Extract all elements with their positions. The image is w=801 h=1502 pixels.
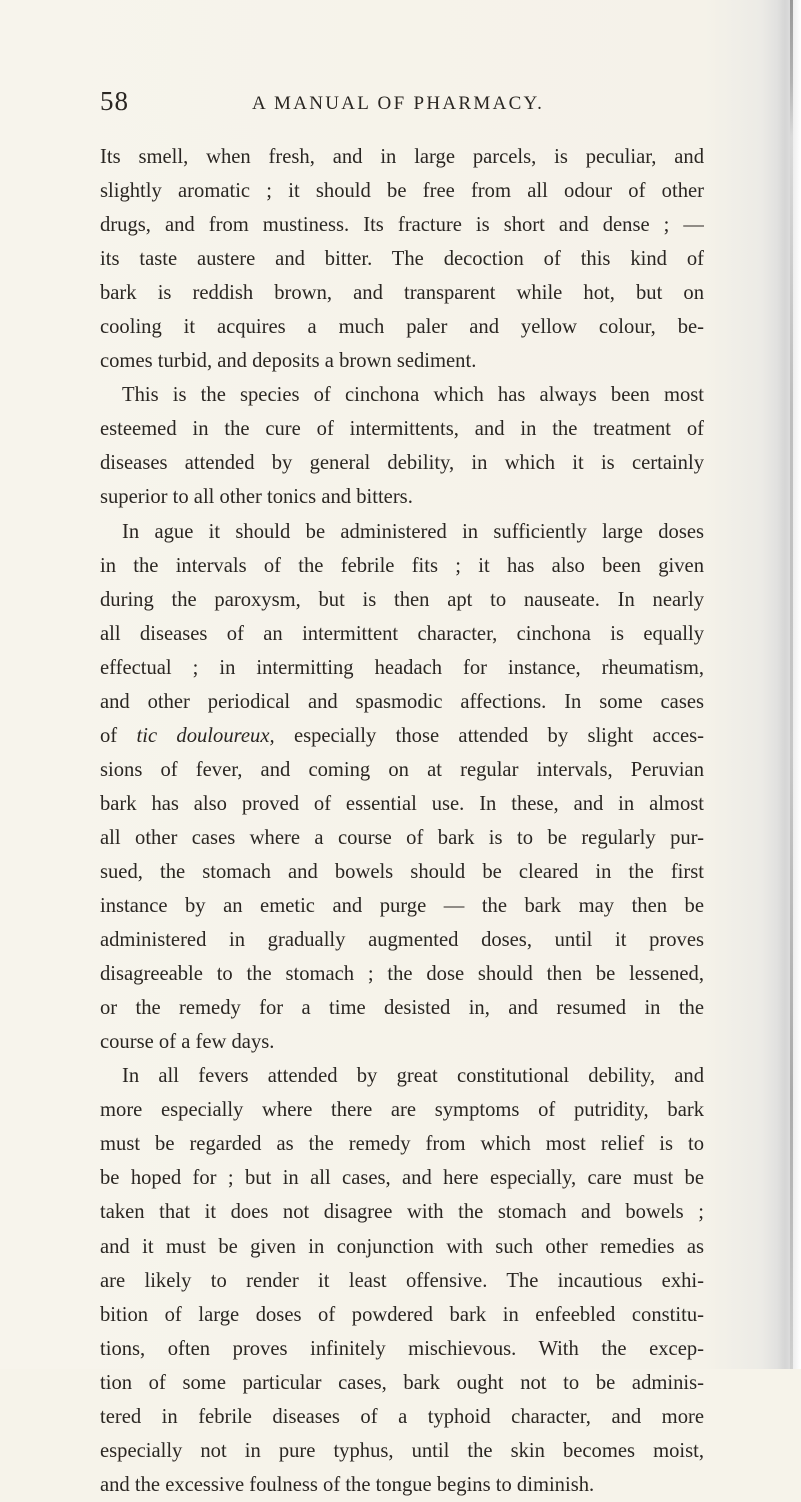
running-header — [100, 86, 700, 116]
page-edge-shadow — [777, 0, 790, 1369]
text-line: during the paroxysm, but is then apt to nauseate. In nearly — [100, 588, 704, 611]
text-line: and it must be given in conjunction with such other remedies as — [100, 1235, 704, 1258]
body-text — [100, 140, 704, 1502]
text-line: disagreeable to the stomach ; the dose should then be lessened, — [100, 963, 704, 986]
text-line: diseases attended by general debility, in which it is certainly — [100, 452, 704, 475]
text-line: administered in gradually augmented doses, until it proves — [100, 929, 704, 952]
text-line: or the remedy for a time desisted in, and resumed in the — [100, 997, 704, 1020]
page-number: 58 — [100, 86, 129, 116]
text-line: especially not in pure typhus, until the skin becomes moist, — [100, 1439, 704, 1462]
text-line: bark has also proved of essential use. In these, and in almost — [100, 792, 704, 815]
text-line: Its smell, when fresh, and in large parcels, is peculiar, and — [100, 146, 704, 168]
text-line: course of a few days. — [100, 1031, 275, 1054]
running-title: A MANUAL OF PHARMACY. — [252, 93, 545, 114]
text-line: slightly aromatic ; it should be free from all odour of other — [100, 180, 704, 203]
text-line: all diseases of an intermittent character, cinchona is equally — [100, 622, 704, 645]
page-edge-line — [790, 0, 793, 1369]
text-line: effectual ; in intermitting headach for instance, rheumatism, — [100, 656, 704, 679]
text-line-with-italic — [100, 719, 704, 753]
text-line: instance by an emetic and purge — the bark may then be — [100, 895, 704, 918]
paragraph-first-line: In all fevers attended by great constitutional debility, and — [122, 1065, 704, 1088]
text-line: be hoped for ; but in all cases, and here especially, care must be — [100, 1167, 704, 1190]
paragraph-first-line: In ague it should be administered in sufficiently large doses — [122, 520, 704, 543]
text-line: in the intervals of the febrile fits ; it has also been given — [100, 554, 704, 577]
text-line: esteemed in the cure of intermittents, and in the treatment of — [100, 418, 704, 441]
text-line: more especially where there are symptoms of putridity, bark — [100, 1099, 704, 1122]
text-line: comes turbid, and deposits a brown sediment. — [100, 350, 477, 373]
text-line: cooling it acquires a much paler and yellow colour, be- — [100, 316, 704, 339]
text-line: are likely to render it least offensive. The incautious exhi- — [100, 1269, 704, 1292]
text-line: must be regarded as the remedy from which most relief is to — [100, 1133, 704, 1156]
text-line: its taste austere and bitter. The decoction of this kind of — [100, 248, 704, 271]
text-line: sions of fever, and coming on at regular intervals, Peruvian — [100, 758, 704, 781]
text-line: and other periodical and spasmodic affections. In some cases — [100, 690, 704, 713]
line-rest: especially those attended by slight acces- — [293, 724, 704, 747]
text-line: bark is reddish brown, and transparent while hot, but on — [100, 282, 704, 305]
text-line: tion of some particular cases, bark ought not to be adminis- — [100, 1371, 704, 1394]
line-prefix: of — [100, 724, 118, 747]
text-line: tered in febrile diseases of a typhoid character, and more — [100, 1405, 704, 1428]
text-line: sued, the stomach and bowels should be cleared in the first — [100, 860, 704, 883]
text-line: and the excessive foulness of the tongue begins to diminish. — [100, 1473, 595, 1496]
text-line: taken that it does not disagree with the stomach and bowels ; — [100, 1201, 704, 1224]
text-line: superior to all other tonics and bitters. — [100, 486, 413, 509]
italic-term: tic douloureux, — [136, 724, 275, 747]
text-line: tions, often proves infinitely mischievous. With the excep- — [100, 1337, 704, 1360]
text-line: all other cases where a course of bark is to be regularly pur- — [100, 826, 704, 849]
paragraph-first-line: This is the species of cinchona which has always been most — [122, 384, 704, 407]
text-line: drugs, and from mustiness. Its fracture is short and dense ; — — [100, 214, 704, 237]
text-line: bition of large doses of powdered bark in enfeebled constitu- — [100, 1303, 704, 1326]
